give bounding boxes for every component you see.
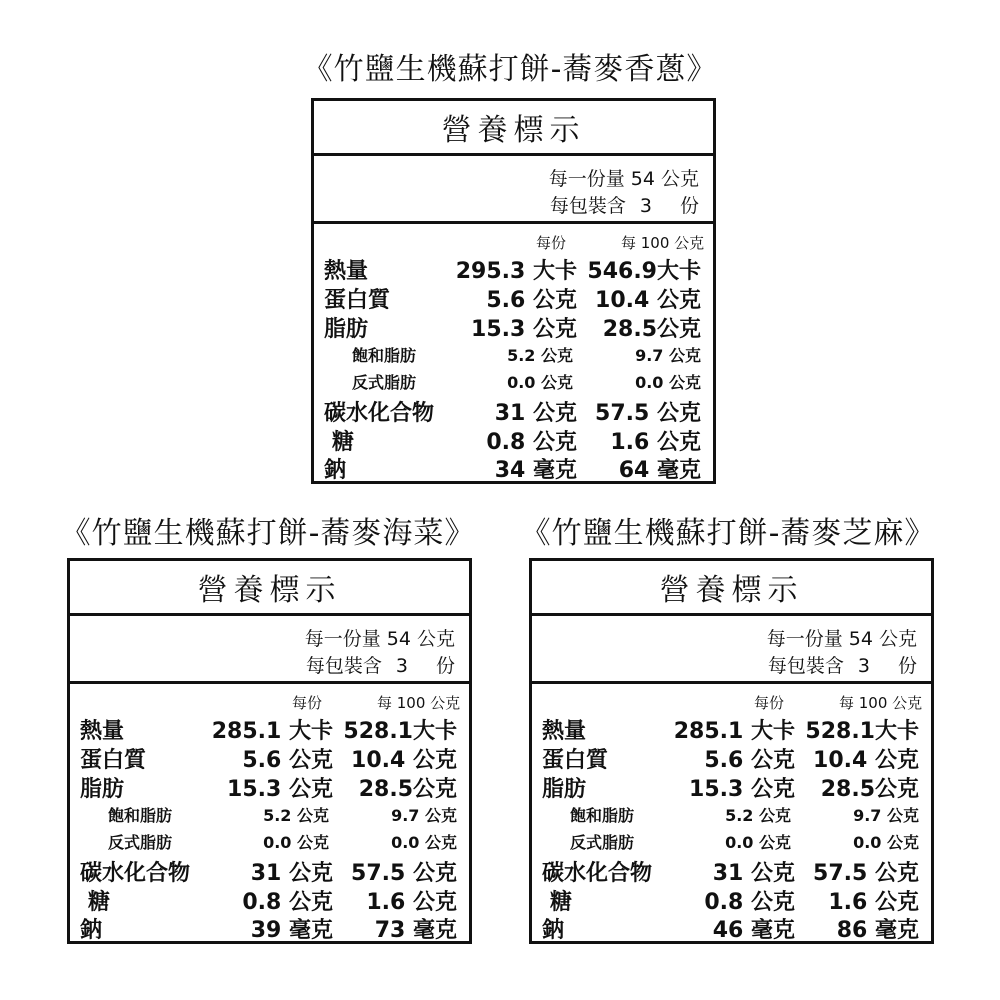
per-100g-value: 528.1大卡 bbox=[805, 719, 919, 744]
servings-count: 3 bbox=[395, 655, 408, 677]
nutrient-name: 飽和脂肪 bbox=[108, 806, 173, 825]
per-100g-value: 10.4 公克 bbox=[351, 748, 457, 773]
per-100g-value: 10.4 公克 bbox=[595, 288, 701, 313]
product-title: 《竹鹽生機蘇打餅-蕎麥海菜》 bbox=[60, 516, 476, 551]
servings-prefix: 每包裝含 bbox=[549, 195, 626, 217]
servings-unit: 份 bbox=[897, 655, 917, 677]
nutrient-row bbox=[532, 856, 931, 886]
nutrient-name: 脂肪 bbox=[542, 777, 587, 802]
per-serving-value: 5.6 公克 bbox=[242, 748, 333, 773]
nutrient-row bbox=[314, 254, 713, 284]
nutrient-row bbox=[70, 885, 469, 915]
per-100g-value: 0.0 公克 bbox=[853, 833, 919, 852]
per-serving-value: 34 毫克 bbox=[494, 458, 577, 483]
nutrient-name: 糖 bbox=[88, 890, 111, 915]
nutrient-row bbox=[70, 913, 469, 943]
col-header-per-100g: 每 100 公克 bbox=[621, 234, 705, 252]
serving-size: 每一份量 54 公克 bbox=[304, 628, 455, 650]
per-100g-value: 57.5 公克 bbox=[813, 861, 919, 886]
per-100g-value: 9.7 公克 bbox=[391, 806, 457, 825]
nutrition-label bbox=[311, 98, 716, 484]
col-header-per-serving: 每份 bbox=[292, 694, 323, 712]
nutrient-row bbox=[532, 714, 931, 744]
per-serving-value: 31 公克 bbox=[712, 861, 795, 886]
nutrient-name: 熱量 bbox=[542, 719, 587, 744]
per-100g-value: 57.5 公克 bbox=[351, 861, 457, 886]
nutrient-name: 蛋白質 bbox=[324, 288, 391, 313]
per-serving-value: 5.6 公克 bbox=[486, 288, 577, 313]
nutrient-row bbox=[314, 425, 713, 455]
per-serving-value: 295.3 大卡 bbox=[455, 259, 577, 284]
serving-info bbox=[532, 616, 931, 684]
nutrient-name: 飽和脂肪 bbox=[352, 346, 417, 365]
per-serving-value: 15.3 公克 bbox=[689, 777, 795, 802]
nutrient-name: 反式脂肪 bbox=[108, 833, 173, 852]
per-serving-value: 285.1 大卡 bbox=[673, 719, 795, 744]
per-serving-value: 0.0 公克 bbox=[507, 373, 573, 392]
nutrient-name: 鈉 bbox=[324, 458, 347, 483]
nutrient-name: 反式脂肪 bbox=[570, 833, 635, 852]
col-header-per-100g: 每 100 公克 bbox=[377, 694, 461, 712]
nutrient-name: 蛋白質 bbox=[80, 748, 147, 773]
nutrient-row bbox=[314, 312, 713, 342]
nutrient-name: 飽和脂肪 bbox=[570, 806, 635, 825]
per-serving-value: 15.3 公克 bbox=[227, 777, 333, 802]
nutrient-name: 反式脂肪 bbox=[352, 373, 417, 392]
servings-unit: 份 bbox=[435, 655, 455, 677]
per-serving-value: 15.3 公克 bbox=[471, 317, 577, 342]
col-header-per-100g: 每 100 公克 bbox=[839, 694, 923, 712]
product-title: 《竹鹽生機蘇打餅-蕎麥芝麻》 bbox=[520, 516, 936, 551]
per-100g-value: 28.5公克 bbox=[820, 777, 919, 802]
nutrient-row bbox=[314, 453, 713, 483]
nutrient-name: 鈉 bbox=[542, 918, 565, 943]
nutrient-row bbox=[70, 856, 469, 886]
nutrient-name: 脂肪 bbox=[324, 317, 369, 342]
per-100g-value: 28.5公克 bbox=[602, 317, 701, 342]
serving-info bbox=[314, 156, 713, 224]
servings-count: 3 bbox=[857, 655, 870, 677]
per-100g-value: 9.7 公克 bbox=[853, 806, 919, 825]
per-100g-value: 9.7 公克 bbox=[635, 346, 701, 365]
per-serving-value: 0.8 公克 bbox=[242, 890, 333, 915]
nutrient-row bbox=[532, 743, 931, 773]
nutrient-row bbox=[314, 283, 713, 313]
serving-info bbox=[70, 616, 469, 684]
nutrient-name: 熱量 bbox=[324, 259, 369, 284]
serving-size: 每一份量 54 公克 bbox=[548, 168, 699, 190]
per-serving-value: 31 公克 bbox=[494, 401, 577, 426]
per-serving-value: 5.2 公克 bbox=[725, 806, 791, 825]
nutrient-name: 熱量 bbox=[80, 719, 125, 744]
nutrition-label bbox=[67, 558, 472, 944]
nutrient-name: 碳水化合物 bbox=[80, 861, 191, 886]
servings-count: 3 bbox=[639, 195, 652, 217]
label-header: 營養標示 bbox=[70, 561, 469, 616]
per-100g-value: 28.5公克 bbox=[358, 777, 457, 802]
nutrient-name: 糖 bbox=[332, 430, 355, 455]
nutrient-name: 鈉 bbox=[80, 918, 103, 943]
per-100g-value: 57.5 公克 bbox=[595, 401, 701, 426]
label-header: 營養標示 bbox=[314, 101, 713, 156]
nutrient-row bbox=[70, 803, 469, 833]
per-serving-value: 5.6 公克 bbox=[704, 748, 795, 773]
nutrient-row bbox=[532, 772, 931, 802]
per-serving-value: 0.8 公克 bbox=[704, 890, 795, 915]
servings-prefix: 每包裝含 bbox=[305, 655, 382, 677]
nutrient-row bbox=[70, 743, 469, 773]
per-100g-value: 0.0 公克 bbox=[391, 833, 457, 852]
col-header-per-serving: 每份 bbox=[536, 234, 567, 252]
nutrient-row bbox=[70, 772, 469, 802]
col-header-per-serving: 每份 bbox=[754, 694, 785, 712]
per-serving-value: 0.0 公克 bbox=[263, 833, 329, 852]
nutrient-name: 蛋白質 bbox=[542, 748, 609, 773]
nutrient-name: 糖 bbox=[550, 890, 573, 915]
per-100g-value: 546.9大卡 bbox=[587, 259, 701, 284]
per-serving-value: 0.0 公克 bbox=[725, 833, 791, 852]
nutrient-row bbox=[532, 803, 931, 833]
per-100g-value: 528.1大卡 bbox=[343, 719, 457, 744]
per-serving-value: 39 毫克 bbox=[250, 918, 333, 943]
label-header: 營養標示 bbox=[532, 561, 931, 616]
servings-per-package bbox=[550, 191, 699, 218]
per-serving-value: 0.8 公克 bbox=[486, 430, 577, 455]
product-title: 《竹鹽生機蘇打餅-蕎麥香蔥》 bbox=[302, 52, 718, 87]
per-100g-value: 1.6 公克 bbox=[610, 430, 701, 455]
per-serving-value: 5.2 公克 bbox=[263, 806, 329, 825]
per-serving-value: 5.2 公克 bbox=[507, 346, 573, 365]
per-100g-value: 0.0 公克 bbox=[635, 373, 701, 392]
servings-per-package bbox=[306, 651, 455, 678]
nutrient-name: 脂肪 bbox=[80, 777, 125, 802]
nutrition-label bbox=[529, 558, 934, 944]
per-100g-value: 64 毫克 bbox=[618, 458, 701, 483]
per-serving-value: 285.1 大卡 bbox=[211, 719, 333, 744]
nutrient-name: 碳水化合物 bbox=[324, 401, 435, 426]
servings-per-package bbox=[768, 651, 917, 678]
serving-size: 每一份量 54 公克 bbox=[766, 628, 917, 650]
per-serving-value: 31 公克 bbox=[250, 861, 333, 886]
per-100g-value: 1.6 公克 bbox=[828, 890, 919, 915]
per-100g-value: 73 毫克 bbox=[374, 918, 457, 943]
nutrient-row bbox=[314, 343, 713, 373]
servings-unit: 份 bbox=[679, 195, 699, 217]
nutrient-name: 碳水化合物 bbox=[542, 861, 653, 886]
nutrient-row bbox=[70, 714, 469, 744]
per-100g-value: 10.4 公克 bbox=[813, 748, 919, 773]
nutrient-row bbox=[532, 913, 931, 943]
per-100g-value: 86 毫克 bbox=[836, 918, 919, 943]
per-serving-value: 46 毫克 bbox=[712, 918, 795, 943]
nutrient-row bbox=[314, 396, 713, 426]
servings-prefix: 每包裝含 bbox=[767, 655, 844, 677]
per-100g-value: 1.6 公克 bbox=[366, 890, 457, 915]
nutrient-row bbox=[532, 885, 931, 915]
